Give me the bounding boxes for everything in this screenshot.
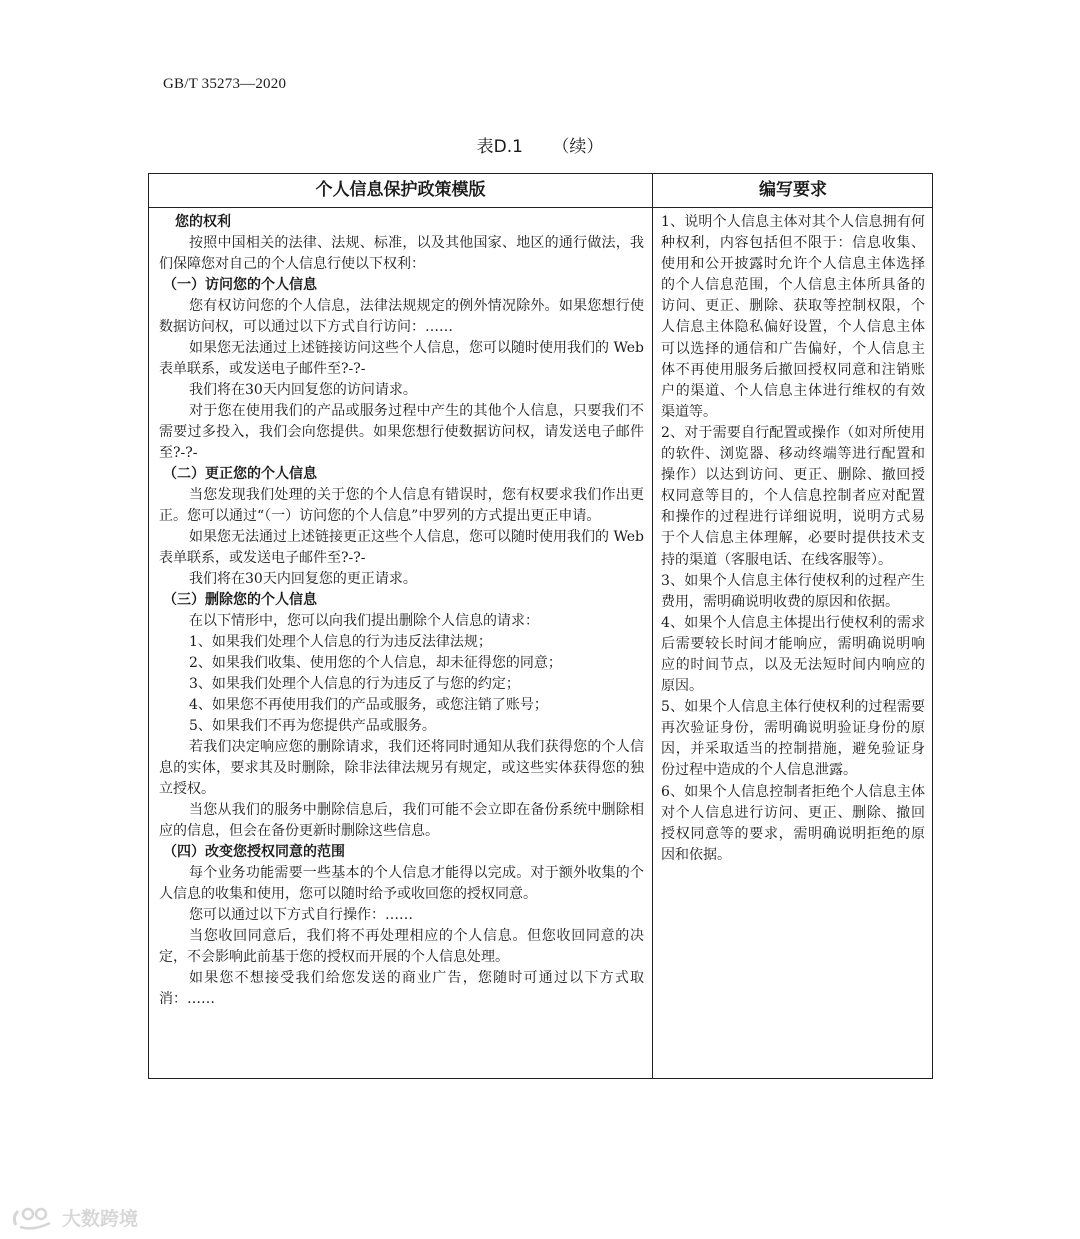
paragraph: 当您发现我们处理的关于您的个人信息有错误时，您有权要求我们作出更正。您可以通过“（一）访问您的个人信息”中罗列的方式提出更正申请。	[159, 487, 644, 524]
paragraph: 按照中国相关的法律、法规、标准，以及其他国家、地区的通行做法，我们保障您对自己的个人信息行使以下权利：	[159, 235, 644, 272]
paragraph: 在以下情形中，您可以向我们提出删除个人信息的请求：	[189, 613, 539, 629]
requirement-item: 2、对于需要自行配置或操作（如对所使用的软件、浏览器、移动终端等进行配置和操作）以达到访问、更正、删除、撤回授权同意等目的，个人信息控制者应对配置和操作的过程进行详细说明，说明方式易于个人信息主体理解，必要时提供技术支持的渠道（客服电话、在线客服等）。	[661, 424, 925, 568]
requirement-item: 5、如果个人信息主体行使权利的过程需要再次验证身份，需明确说明验证身份的原因，并采取适当的控制措施，避免验证身份过程中造成的个人信息泄露。	[661, 699, 925, 779]
subsection-heading: （一）访问您的个人信息	[163, 277, 317, 293]
watermark-text: 大数跨境	[62, 1208, 139, 1230]
paragraph: 当您从我们的服务中删除信息后，我们可能不会立即在备份系统中删除相应的信息，但会在备份更新时删除这些信息。	[159, 802, 644, 839]
paragraph: 我们将在30天内回复您的更正请求。	[189, 571, 417, 587]
watermark	[10, 1204, 138, 1231]
section-heading: 您的权利	[175, 214, 231, 230]
paragraph: 您可以通过以下方式自行操作：……	[189, 907, 413, 923]
column-header-template: 个人信息保护政策模版	[315, 180, 486, 200]
header-divider	[149, 207, 932, 208]
paragraph: 若我们决定响应您的删除请求，我们还将同时通知从我们获得您的个人信息的实体，要求其及时删除，除非法律法规另有规定，或这些实体获得您的独立授权。	[159, 739, 644, 797]
paragraph: 如果您无法通过上述链接更正这些个人信息，您可以随时使用我们的 Web 表单联系，或发送电子邮件至?-?-	[159, 529, 644, 566]
list-item: 2、如果我们收集、使用您的个人信息，却未征得您的同意；	[189, 655, 562, 671]
table-continued-label: （续）	[552, 137, 604, 157]
column-header-requirements: 编写要求	[759, 180, 827, 200]
subsection-heading: （四）改变您授权同意的范围	[163, 844, 345, 860]
table-number: 表D.1	[476, 137, 523, 157]
requirement-item: 6、如果个人信息控制者拒绝个人信息主体对个人信息进行访问、更正、删除、撤回授权同意等的要求，需明确说明拒绝的原因和依据。	[661, 783, 925, 863]
list-item: 4、如果您不再使用我们的产品或服务，或您注销了账号；	[189, 697, 548, 713]
subsection-heading: （三）删除您的个人信息	[163, 592, 317, 608]
policy-template-cell	[159, 212, 644, 1010]
list-item: 5、如果我们不再为您提供产品或服务。	[189, 718, 436, 734]
list-item: 3、如果我们处理个人信息的行为违反了与您的约定；	[189, 676, 520, 692]
paragraph: 如果您无法通过上述链接访问这些个人信息，您可以随时使用我们的 Web 表单联系，或发送电子邮件至?-?-	[159, 340, 644, 377]
column-divider	[652, 174, 653, 1078]
list-item: 1、如果我们处理个人信息的行为违反法律法规；	[189, 634, 492, 650]
requirement-item: 1、说明个人信息主体对其个人信息拥有何种权利，内容包括但不限于：信息收集、使用和公开披露时允许个人信息主体选择的个人信息范围，个人信息主体所具备的访问、更正、删除、获取等控制权限，个人信息主体隐私偏好设置，个人信息主体可以选择的通信和广告偏好，个人信息主体不再使用服务后撤回授权同意和注销账户的渠道、个人信息主体进行维权的有效渠道等。	[661, 214, 925, 420]
paragraph: 我们将在30天内回复您的访问请求。	[189, 382, 417, 398]
requirement-item: 4、如果个人信息主体提出行使权利的需求后需要较长时间才能响应，需明确说明响应的时间节点，以及无法短时间内响应的原因。	[661, 614, 925, 695]
standard-code: GB/T 35273—2020	[163, 76, 287, 92]
paragraph: 如果您不想接受我们给您发送的商业广告，您随时可通过以下方式取消：……	[159, 970, 644, 1007]
subsection-heading: （二）更正您的个人信息	[163, 466, 317, 482]
requirement-item: 3、如果个人信息主体行使权利的过程产生费用，需明确说明收费的原因和依据。	[661, 572, 925, 610]
writing-requirements-cell	[661, 212, 925, 866]
table-caption	[0, 132, 1080, 157]
paragraph: 您有权访问您的个人信息，法律法规规定的例外情况除外。如果您想行使数据访问权，可以通过以下方式自行访问：……	[159, 298, 644, 335]
paragraph: 对于您在使用我们的产品或服务过程中产生的其他个人信息，只要我们不需要过多投入，我们会向您提供。如果您想行使数据访问权，请发送电子邮件至?-?-	[159, 403, 644, 461]
paragraph: 当您收回同意后，我们将不再处理相应的个人信息。但您收回同意的决定，不会影响此前基于您的授权而开展的个人信息处理。	[159, 928, 644, 965]
policy-table	[148, 173, 933, 1079]
watermark-logo-icon	[10, 1205, 56, 1231]
paragraph: 每个业务功能需要一些基本的个人信息才能得以完成。对于额外收集的个人信息的收集和使用，您可以随时给予或收回您的授权同意。	[159, 865, 644, 902]
